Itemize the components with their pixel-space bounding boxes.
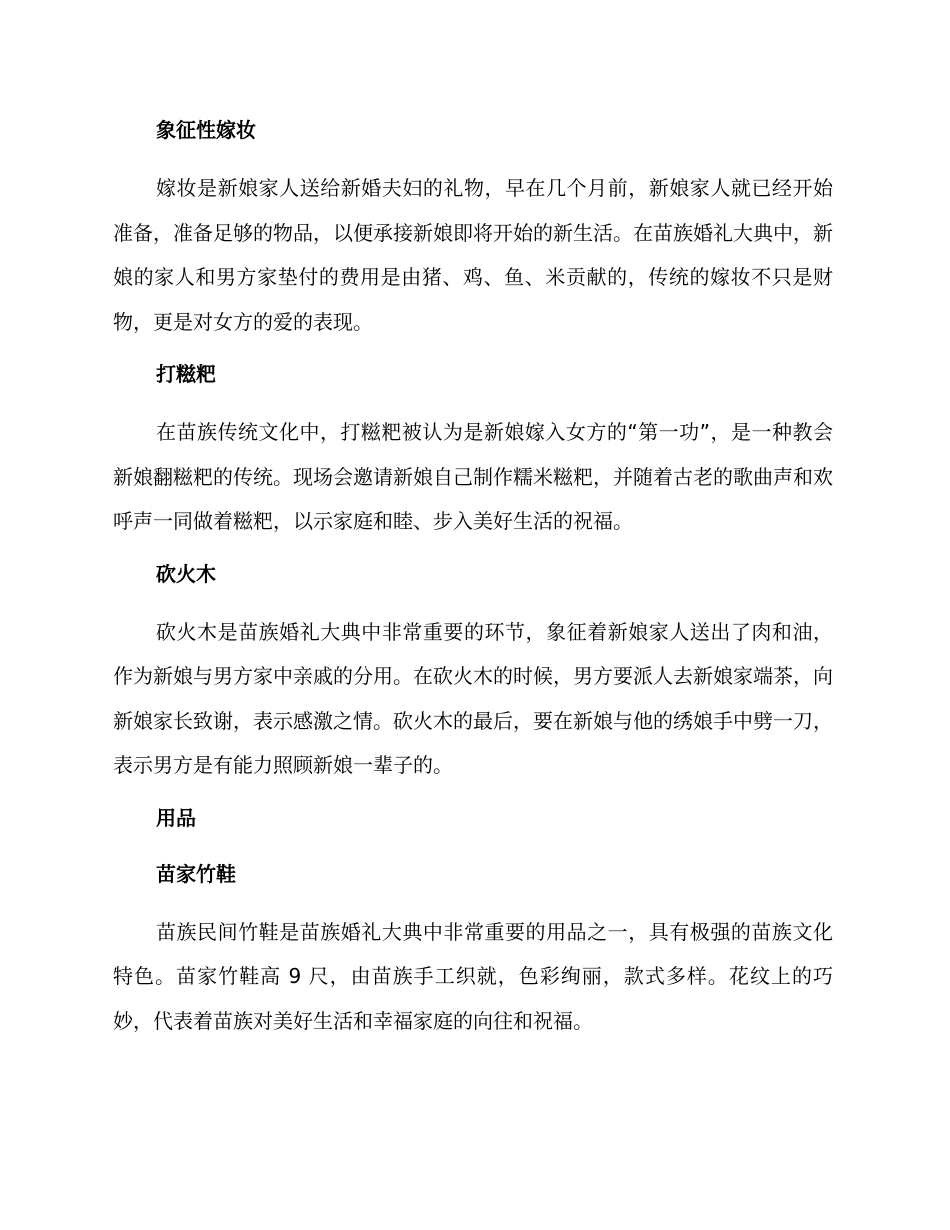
section-heading-supplies: 用品	[156, 805, 196, 830]
section-paragraph-ciba: 在苗族传统文化中，打糍粑被认为是新娘嫁入女方的“第一功”，是一种教会新娘翻糍粑的传统。现场会邀请新娘自己制作糯米糍粑，并随着古老的歌曲声和欢呼声一同做着糍粑，以示家庭和睦、步入美好生活的祝福。	[113, 420, 833, 533]
document-body	[113, 108, 833, 1043]
section-heading-bamboo-shoes: 苗家竹鞋	[156, 861, 236, 886]
section-paragraph-firewood: 砍火木是苗族婚礼大典中非常重要的环节，象征着新娘家人送出了肉和油，作为新娘与男方家中亲戚的分用。在砍火木的时候，男方要派人去新娘家端茶，向新娘家长致谢，表示感激之情。砍火木的最后，要在新娘与他的绣娘手中劈一刀，表示男方是有能力照顾新娘一辈子的。	[113, 619, 833, 777]
section-heading-ciba: 打糍粑	[156, 362, 216, 386]
section-heading-firewood: 砍火木	[156, 561, 216, 586]
section-heading-dowry: 象征性嫁妆	[156, 118, 256, 142]
section-paragraph-dowry: 嫁妆是新娘家人送给新婚夫妇的礼物，早在几个月前，新娘家人就已经开始准备，准备足够的物品，以便承接新娘即将开始的新生活。在苗族婚礼大典中，新娘的家人和男方家垫付的费用是由猪、鸡、鱼、米贡献的，传统的嫁妆不只是财物，更是对女方的爱的表现。	[113, 176, 833, 334]
section-paragraph-bamboo-shoes: 苗族民间竹鞋是苗族婚礼大典中非常重要的用品之一，具有极强的苗族文化特色。苗家竹鞋高 9 尺，由苗族手工织就，色彩绚丽，款式多样。花纹上的巧妙，代表着苗族对美好生活和幸福家庭的向往和祝福。	[113, 919, 833, 1033]
